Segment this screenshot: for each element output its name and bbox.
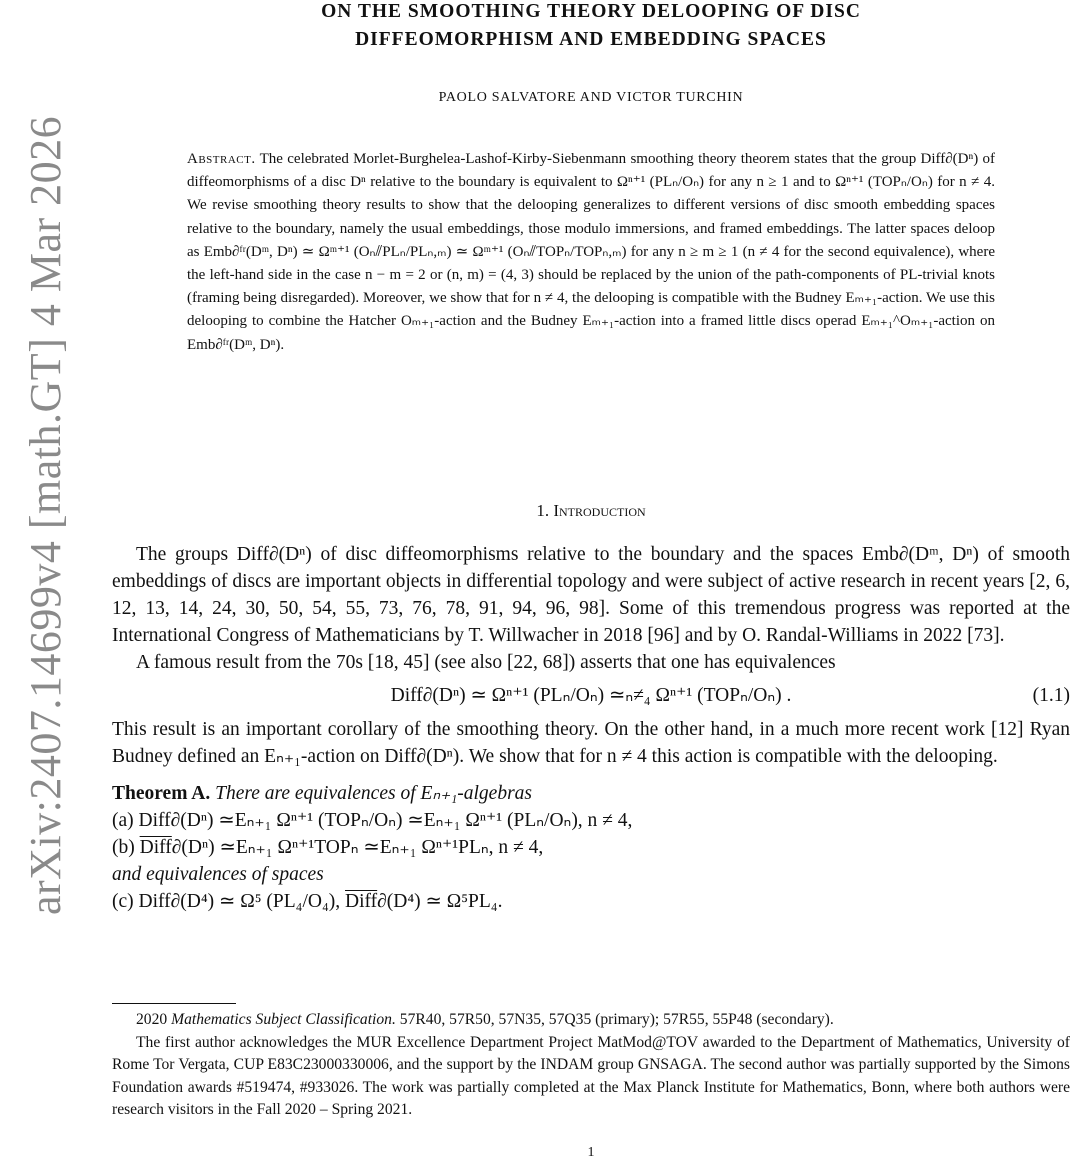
item-c-diff-bar: Diff [345,891,378,912]
body-text [112,541,1070,915]
msc-codes: 57R40, 57R50, 57N35, 57Q35 (primary); 57R55, 55P48 (secondary). [395,1011,834,1028]
item-c-rest: ∂(D⁴) ≃ Ω⁵PL₄. [377,891,503,912]
section-number: 1. [536,501,550,520]
theorem-item-a: (a) Diff∂(Dⁿ) ≃Eₙ₊₁ Ωⁿ⁺¹ (TOPₙ/Oₙ) ≃Eₙ₊₁ Ωⁿ⁺¹ (PLₙ/Oₙ), n ≠ 4, [112,810,633,831]
authors: PAOLO SALVATORE AND VICTOR TURCHIN [438,90,744,105]
title-line-2: DIFFEOMORPHISM AND EMBEDDING SPACES [355,29,827,50]
msc-footnote [112,1009,1070,1032]
section-title: Introduction [553,501,646,520]
page-number: 1 [587,1145,595,1160]
abstract-label: Abstract. [187,151,256,167]
abstract [187,148,995,357]
theorem-a [112,780,1070,915]
item-b-prefix: (b) [112,837,140,858]
theorem-item-b [112,834,1070,861]
msc-label: Mathematics Subject Classification. [171,1011,396,1028]
equation-content: Diff∂(Dⁿ) ≃ Ωⁿ⁺¹ (PLₙ/Oₙ) ≃ₙ≠₄ Ωⁿ⁺¹ (TOPₙ/Oₙ) . [390,685,792,706]
theorem-statement: There are equivalences of Eₙ₊₁-algebras [215,783,532,804]
equation-number: (1.1) [1032,685,1070,706]
paragraph-3: This result is an important corollary of the smoothing theory. On the other hand, in a much more recent work [12] Ryan Budney defined an Eₙ₊₁-action on Diff∂(Dⁿ). We show that for n ≠ 4 this action is compatible with the delooping. [112,719,1070,767]
item-b-diff-bar: Diff [139,837,172,858]
msc-year: 2020 [136,1011,172,1028]
section-heading [112,501,1070,521]
acknowledgment-footnote: The first author acknowledges the MUR Excellence Department Project MatMod@TOV awarded to the Department of Mathematics, University of Rome Tor Vergata, CUP E83C23000330006, and the support by the INDAM group GNSAGA. The second author was partially supported by the Simons Foundation awards #519474, #933026. The work was partially completed at the Max Planck Institute for Mathematics, Bonn, where both authors were research visitors in the Fall 2020 – Spring 2021. [112,1033,1070,1118]
theorem-spaces-statement: and equivalences of spaces [112,864,324,885]
paragraph-1: The groups Diff∂(Dⁿ) of disc diffeomorphisms relative to the boundary and the spaces Emb∂(Dᵐ, Dⁿ) of smooth embeddings of discs are important objects in differential topology and were subject of active research in recent years [2, 6, 12, 13, 14, 24, 30, 50, 54, 55, 73, 76, 78, 91, 94, 96, 98]. Some of this tremendous progress was reported at the International Congress of Mathematicians by T. Willwacher in 2018 [96] and by O. Randal-Williams in 2022 [73]. [112,544,1070,646]
theorem-label: Theorem A. [112,783,211,804]
paragraph-2: A famous result from the 70s [18, 45] (see also [22, 68]) asserts that one has equivalences [136,652,836,673]
item-b-rest: ∂(Dⁿ) ≃Eₙ₊₁ Ωⁿ⁺¹TOPₙ ≃Eₙ₊₁ Ωⁿ⁺¹PLₙ, n ≠ 4, [171,837,544,858]
footnotes [112,1009,1070,1122]
theorem-item-c [112,888,1070,915]
equation-1-1 [112,682,1070,712]
paper-title [112,0,1070,54]
title-line-1: ON THE SMOOTHING THEORY DELOOPING OF DISC [321,1,861,22]
arxiv-identifier-stamp: arXiv:2407.14699v4 [math.GT] 4 Mar 2026 [21,115,70,915]
abstract-text: The celebrated Morlet-Burghelea-Lashof-Kirby-Siebenmann smoothing theory theorem states that the group Diff∂(Dⁿ) of diffeomorphisms of a disc Dⁿ relative to the boundary is equivalent to Ωⁿ⁺¹ (PLₙ/Oₙ) for any n ≥ 1 and to Ωⁿ⁺¹ (TOPₙ/Oₙ) for n ≠ 4. We revise smoothing theory results to show that the delooping generalizes to different versions of disc smooth embedding spaces relative to the boundary, namely the usual embeddings, those modulo immersions, and framed embeddings. The latter spaces deloop as Emb∂ᶠʳ(Dᵐ, Dⁿ) ≃ Ωᵐ⁺¹ (Oₙ⫽PLₙ/PLₙ,ₘ) ≃ Ωᵐ⁺¹ (Oₙ⫽TOPₙ/TOPₙ,ₘ) for any n ≥ m ≥ 1 (n ≠ 4 for the second equivalence), where the left-hand side in the case n − m = 2 or (n, m) = (4, 3) should be replaced by the union of the path-components of PL-trivial knots (framing being disregarded). Moreover, we show that for n ≠ 4, the delooping is compatible with the Budney Eₘ₊₁-action. We use this delooping to combine the Hatcher Oₘ₊₁-action and the Budney Eₘ₊₁-action into a framed little discs operad Eₘ₊₁^Oₘ₊₁-action on Emb∂ᶠʳ(Dᵐ, Dⁿ). [187,151,996,353]
item-c-prefix: (c) Diff∂(D⁴) ≃ Ω⁵ (PL₄/O₄), [112,891,346,912]
footnote-rule [112,1003,236,1004]
